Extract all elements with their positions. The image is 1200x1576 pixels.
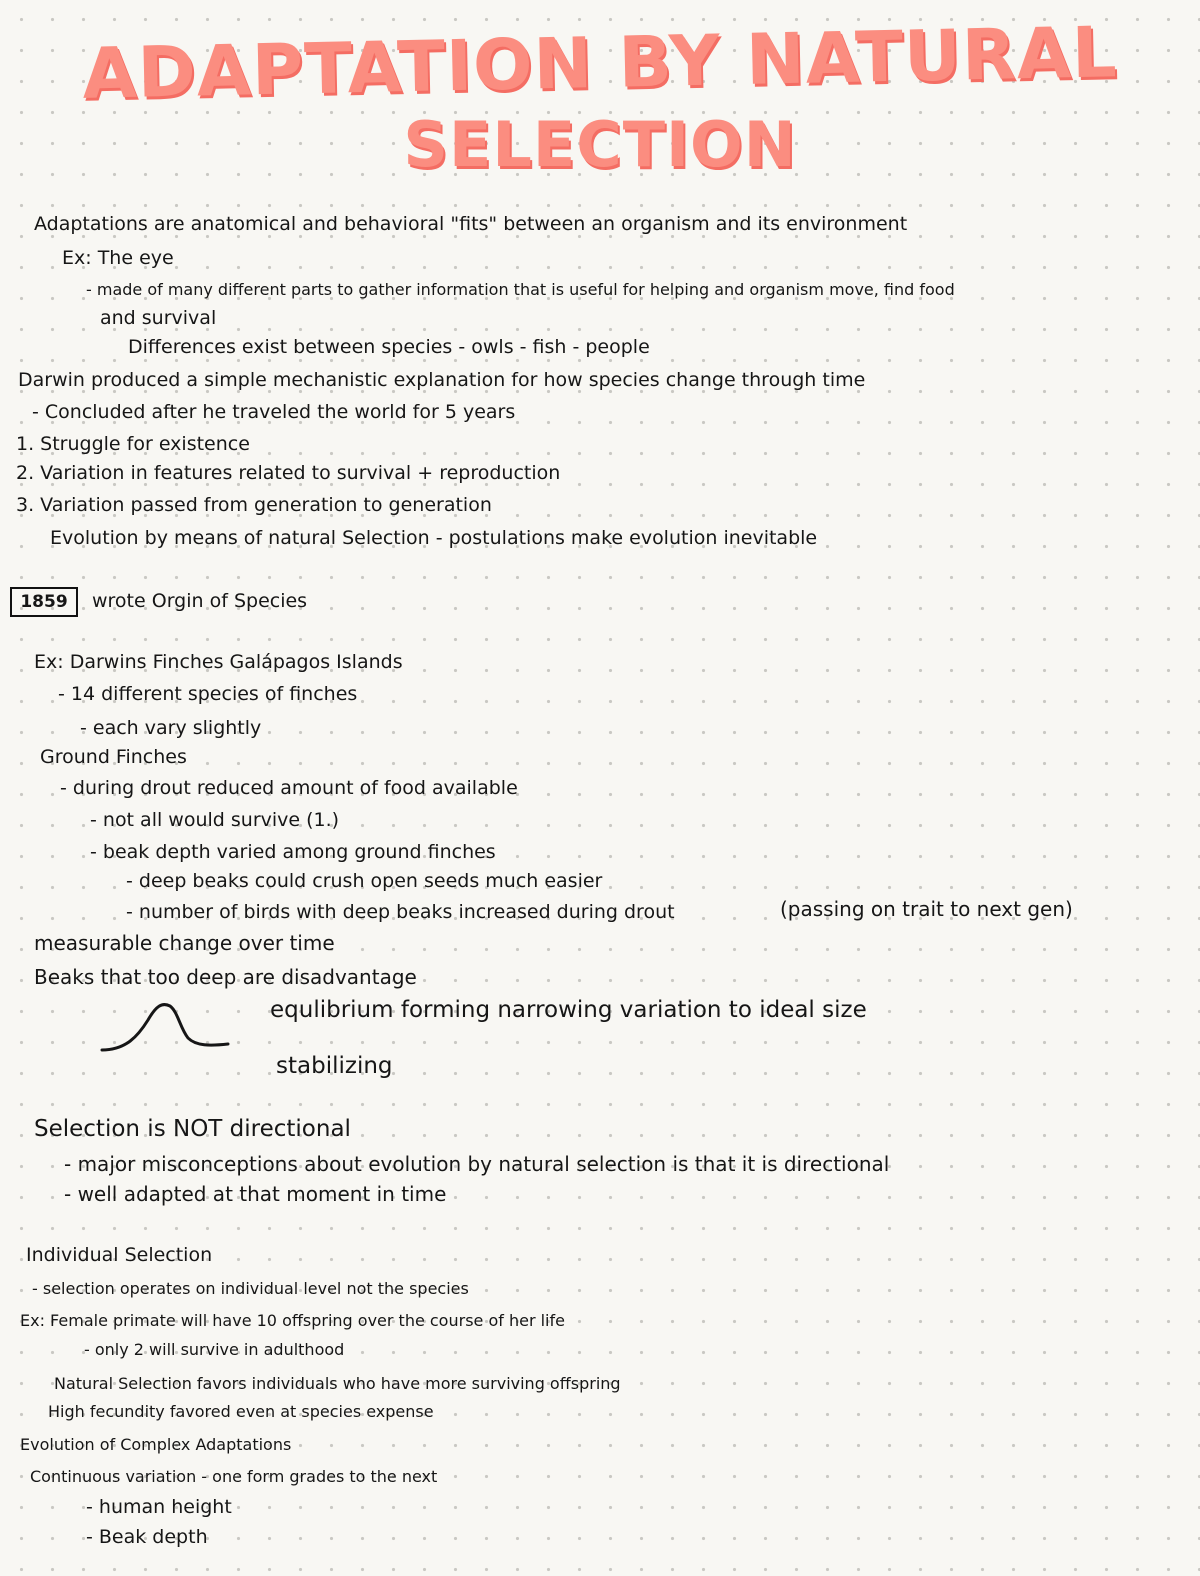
note-deep-beaks-seeds: - deep beaks could crush open seeds much easier [126, 870, 603, 892]
note-example-eye: Ex: The eye [62, 247, 174, 269]
note-darwin-explanation: Darwin produced a simple mechanistic explanation for how species change through time [18, 369, 866, 391]
note-finch-species: - 14 different species of finches [58, 683, 358, 705]
note-deep-beaks-increased: - number of birds with deep beaks increased during drout [126, 901, 675, 923]
bell-curve-sketch [98, 998, 232, 1058]
note-selection-individual-level: - selection operates on individual level not the species [32, 1279, 469, 1298]
note-darwin-travel: - Concluded after he traveled the world for 5 years [32, 401, 516, 423]
note-darwins-finches: Ex: Darwins Finches Galápagos Islands [34, 651, 403, 673]
note-eye-survival: and survival [100, 307, 217, 329]
note-adaptations-definition: Adaptations are anatomical and behavioral "fits" between an organism and its environment [34, 213, 908, 235]
note-not-all-survive: - not all would survive (1.) [90, 809, 340, 831]
note-well-adapted: - well adapted at that moment in time [64, 1182, 447, 1206]
note-postulate-2: 2. Variation in features related to survival + reproduction [16, 462, 561, 484]
note-favors-individuals: Natural Selection favors individuals who have more surviving offspring [54, 1374, 621, 1393]
note-only-two-survive: - only 2 will survive in adulthood [84, 1340, 345, 1359]
note-continuous-variation: Continuous variation - one form grades to the next [30, 1467, 438, 1486]
note-evolution-natural-selection: Evolution by means of natural Selection - postulations make evolution inevitable [50, 527, 818, 549]
note-ground-finches: Ground Finches [40, 746, 187, 768]
note-complex-adaptations: Evolution of Complex Adaptations [20, 1435, 292, 1454]
note-beaks-too-deep: Beaks that too deep are disadvantage [34, 965, 417, 989]
note-drought-food: - during drout reduced amount of food available [60, 777, 518, 799]
note-species-differences: Differences exist between species - owls - fish - people [128, 336, 650, 358]
note-passing-trait: (passing on trait to next gen) [780, 897, 1073, 921]
note-beak-depth-varied: - beak depth varied among ground finches [90, 841, 496, 863]
note-origin-of-species: wrote Orgin of Species [92, 590, 308, 612]
page-title-line-2: SELECTION [403, 108, 797, 181]
note-stabilizing: stabilizing [276, 1053, 393, 1079]
page-title-line-1: ADAPTATION BY NATURAL [81, 11, 1119, 115]
note-equilibrium: equlibrium forming narrowing variation to ideal size [270, 997, 867, 1023]
note-beak-depth: - Beak depth [86, 1526, 208, 1548]
note-selection-not-directional: Selection is NOT directional [34, 1116, 351, 1142]
note-measurable-change: measurable change over time [34, 931, 335, 955]
note-high-fecundity: High fecundity favored even at species expense [48, 1402, 434, 1421]
note-postulate-3: 3. Variation passed from generation to generation [16, 494, 492, 516]
note-female-primate: Ex: Female primate will have 10 offspring over the course of her life [20, 1311, 565, 1330]
note-misconceptions: - major misconceptions about evolution by natural selection is that it is directional [64, 1152, 890, 1176]
note-postulate-1: 1. Struggle for existence [16, 433, 250, 455]
note-human-height: - human height [86, 1496, 232, 1518]
note-finch-variation: - each vary slightly [80, 717, 262, 739]
note-individual-selection: Individual Selection [26, 1244, 213, 1266]
note-eye-parts: - made of many different parts to gather information that is useful for helping and organism move, find food [86, 280, 955, 299]
year-box: 1859 [10, 587, 78, 617]
